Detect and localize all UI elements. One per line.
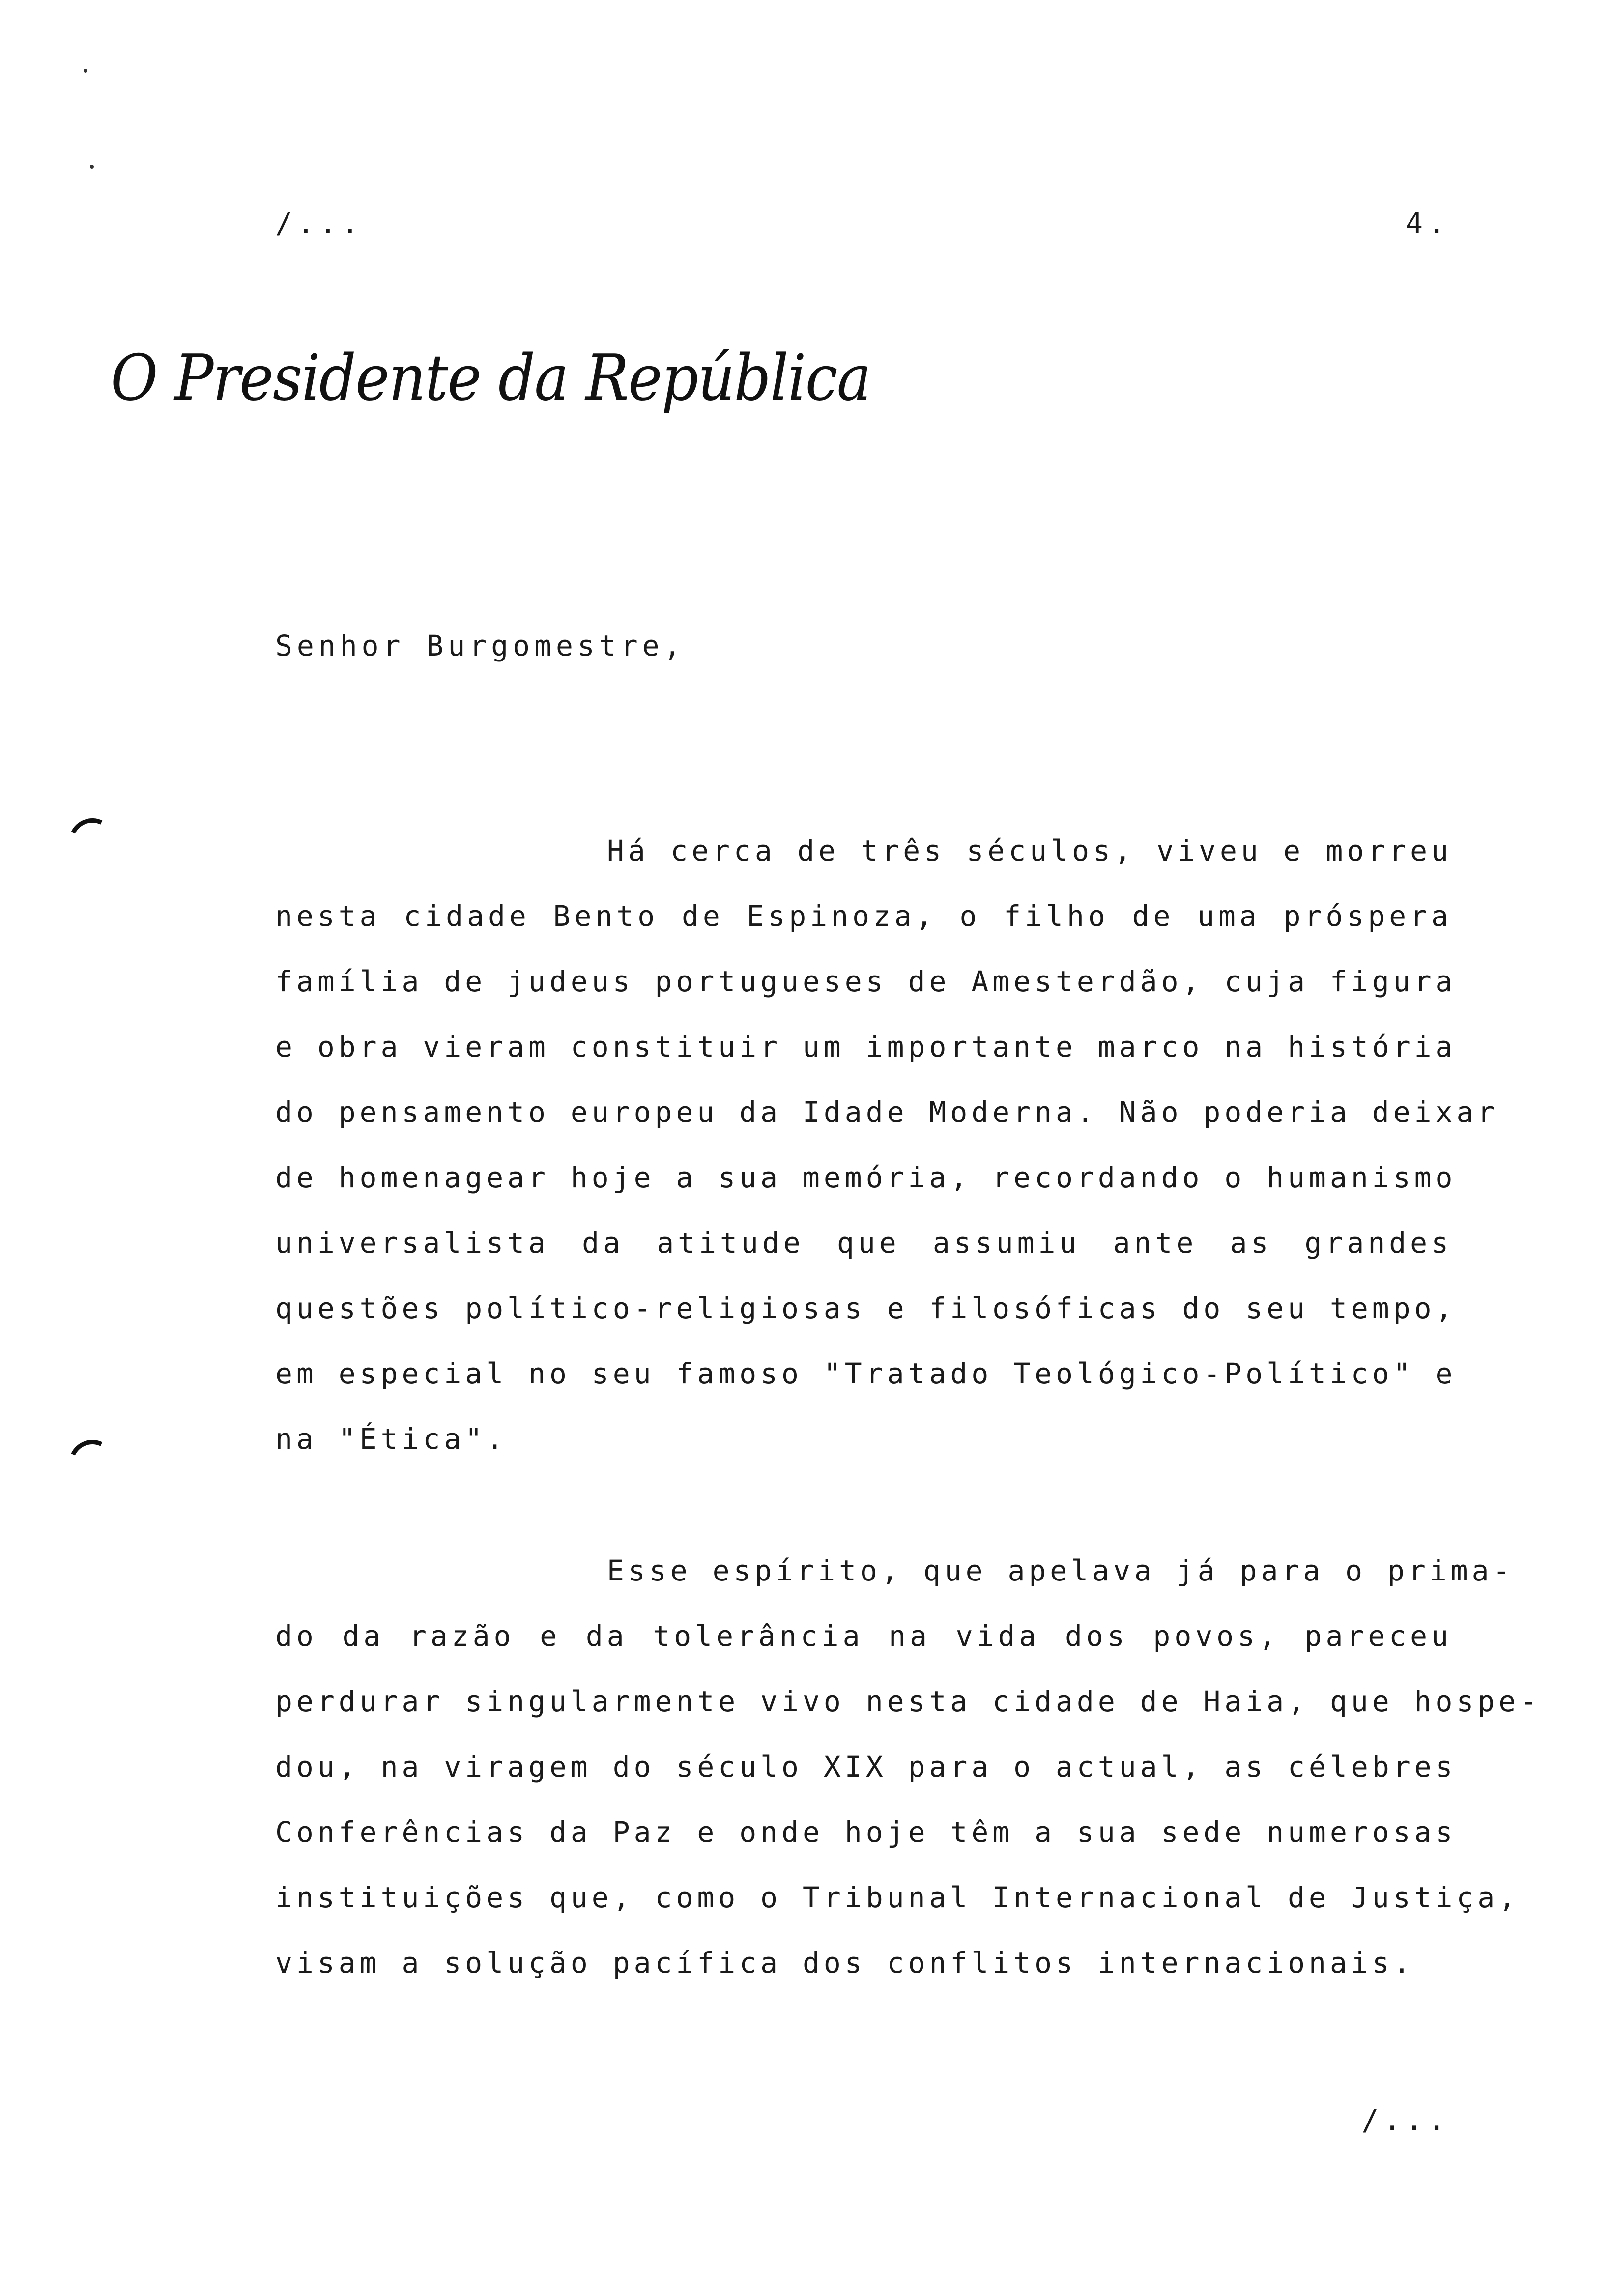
salutation: Senhor Burgomestre, xyxy=(275,629,686,662)
paragraph-line: dou, na viragem do século XIX para o actual, as célebres xyxy=(275,1750,1457,1783)
paragraph-line: Esse espírito, que apelava já para o prima- xyxy=(607,1554,1514,1587)
paragraph-line: nesta cidade Bento de Espinoza, o filho de uma próspera xyxy=(275,899,1452,933)
letterhead xyxy=(111,322,871,450)
paragraph-line: do da razão e da tolerância na vida dos povos, pareceu xyxy=(275,1619,1452,1653)
paragraph-line: instituições que, como o Tribunal Internacional de Justiça, xyxy=(275,1881,1520,1914)
paragraph-line: questões político-religiosas e filosóficas do seu tempo, xyxy=(275,1292,1457,1325)
paragraph-1 xyxy=(275,818,1499,1472)
paragraph-line: perdurar singularmente vivo nesta cidade de Haia, que hospe- xyxy=(275,1685,1541,1718)
footer-continued-mark: /... xyxy=(1361,2103,1450,2137)
paragraph-line: universalista da atitude que assumiu ante as grandes xyxy=(275,1226,1452,1260)
page-number: 4. xyxy=(1406,206,1450,240)
header-continued-mark: /... xyxy=(275,206,364,240)
punch-hole-mark xyxy=(62,811,122,872)
paragraph-line: em especial no seu famoso "Tratado Teológico-Político" e xyxy=(275,1357,1457,1390)
punch-hole-mark xyxy=(62,1433,122,1493)
paragraph-line: do pensamento europeu da Idade Moderna. Não poderia deixar xyxy=(275,1095,1499,1129)
paragraph-line: de homenagear hoje a sua memória, recordando o humanismo xyxy=(275,1161,1457,1194)
paragraph-line: e obra vieram constituir um importante marco na história xyxy=(275,1030,1457,1063)
paragraph-line: família de judeus portugueses de Amesterdão, cuja figura xyxy=(275,965,1457,998)
paragraph-line: Conferências da Paz e onde hoje têm a sua sede numerosas xyxy=(275,1815,1457,1849)
scan-speck xyxy=(84,69,87,73)
paragraph-line: Há cerca de três séculos, viveu e morreu xyxy=(607,834,1452,867)
paragraph-2 xyxy=(275,1538,1541,1996)
paragraph-line: na "Ética". xyxy=(275,1422,508,1456)
letterhead-title: O Presidente da República xyxy=(111,342,871,415)
paragraph-line: visam a solução pacífica dos conflitos internacionais. xyxy=(275,1946,1414,1980)
scan-speck xyxy=(90,165,94,169)
